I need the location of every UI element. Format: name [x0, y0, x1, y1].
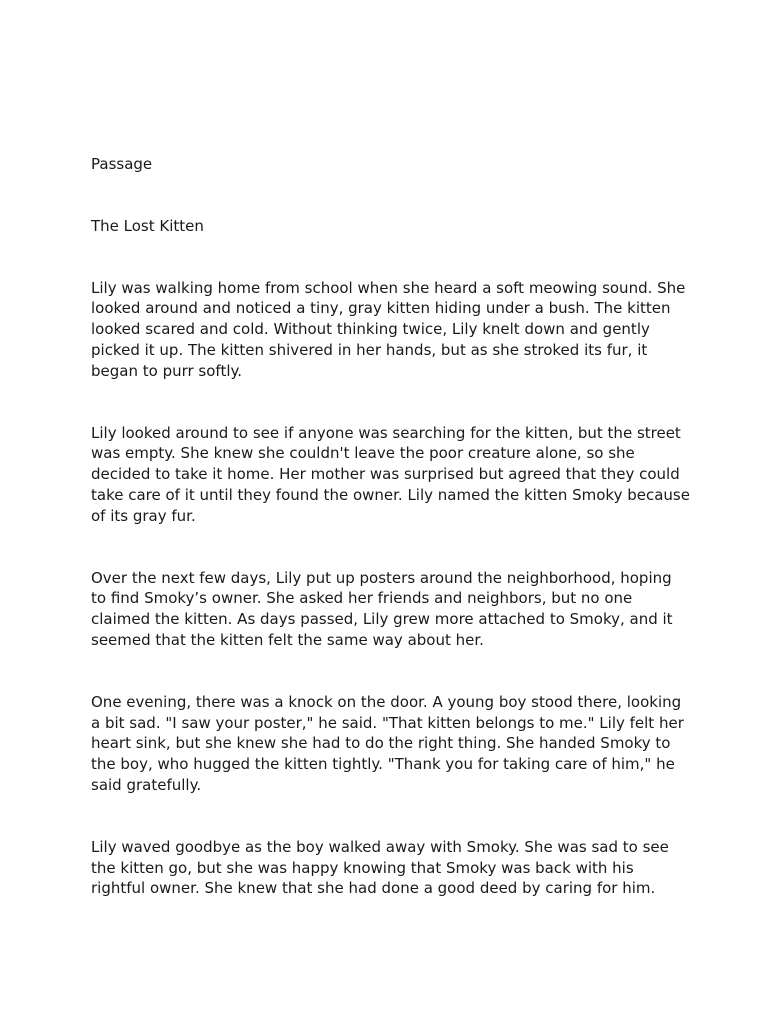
- section-label: Passage: [91, 155, 153, 173]
- story-paragraph-4: One evening, there was a knock on the door. A young boy stood there, looking a bit sad. "I saw your poster," he said. "That kitten belongs to me." Lily felt her heart sink, but she knew she had to do the right thing. She handed Smoky to the boy, who hugged the kitten tightly. "Thank you for taking care of him," he said gratefully.: [91, 692, 684, 794]
- document-body: [91, 154, 691, 899]
- story-paragraph-1: Lily was walking home from school when she heard a soft meowing sound. She looked around and noticed a tiny, gray kitten hiding under a bush. The kitten looked scared and cold. Without thinking twice, Lily knelt down and gently picked it up. The kitten shivered in her hands, but as she stroked its fur, it began to purr softly.: [91, 278, 686, 380]
- story-paragraph-5: Lily waved goodbye as the boy walked away with Smoky. She was sad to see the kitten go, but she was happy knowing that Smoky was back with his rightful owner. She knew that she had done a good deed by caring for him.: [91, 837, 669, 898]
- story-paragraph-3: Over the next few days, Lily put up posters around the neighborhood, hoping to find Smoky’s owner. She asked her friends and neighbors, but no one claimed the kitten. As days passed, Lily grew more attached to Smoky, and it seemed that the kitten felt the same way about her.: [91, 568, 673, 649]
- story-paragraph-2: Lily looked around to see if anyone was searching for the kitten, but the street was empty. She knew she couldn't leave the poor creature alone, so she decided to take it home. Her mother was surprised but agreed that they could take care of it until they found the owner. Lily named the kitten Smoky because of its gray fur.: [91, 423, 690, 525]
- story-title: The Lost Kitten: [91, 216, 204, 235]
